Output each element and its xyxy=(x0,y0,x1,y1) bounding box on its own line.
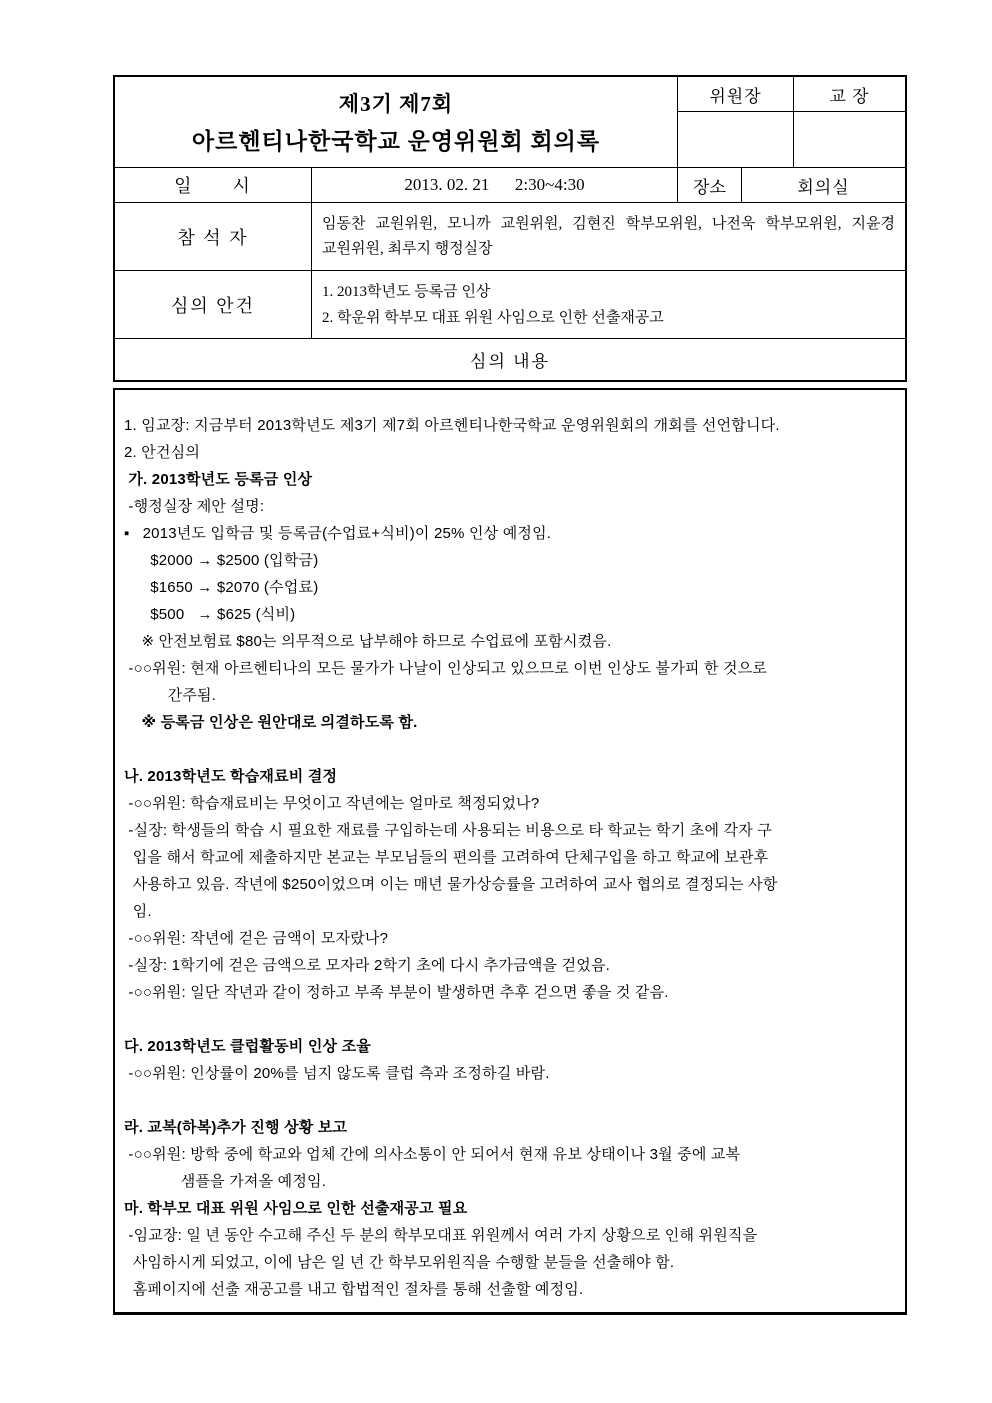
minutes-line xyxy=(124,1006,897,1033)
date-label: 일 시 xyxy=(115,168,312,202)
approval-block xyxy=(678,77,905,167)
minutes-line: 임. xyxy=(124,903,152,920)
minutes-line: 1. 임교장: 지금부터 2013학년도 제3기 제7회 아르헨티나한국학교 운영위원회의 개회를 선언합니다. xyxy=(124,417,780,434)
minutes-line: 입을 해서 학교에 제출하지만 본교는 부모님들의 편의를 고려하여 단체구입을 하고 학교에 보관후 xyxy=(124,849,769,866)
meeting-info-table xyxy=(113,75,907,382)
minutes-line: -○○위원: 현재 아르헨티나의 모든 물가가 나날이 인상되고 있으므로 이번 인상도 불가피 한 것으로 xyxy=(124,660,768,677)
minutes-line: $500 → $625 (식비) xyxy=(124,606,296,623)
minutes-line xyxy=(124,736,897,763)
minutes-line: $2000 → $2500 (입학금) xyxy=(124,552,319,569)
minutes-line: -○○위원: 일단 작년과 같이 정하고 부족 부분이 발생하면 추후 걷으면 좋을 것 같음. xyxy=(124,984,669,1001)
title-main: 아르헨티나한국학교 운영위원회 회의록 xyxy=(191,129,601,154)
minutes-line: 2. 안건심의 xyxy=(124,444,201,461)
approval-principal-signature-cell xyxy=(794,112,905,167)
title-session: 제3기 제7회 xyxy=(338,92,454,116)
minutes-line: -실장: 1학기에 걷은 금액으로 모자라 2학기 초에 다시 추가금액을 걷었음. xyxy=(124,957,611,974)
attendees-label: 참 석 자 xyxy=(115,203,312,270)
agenda-label: 심의 안건 xyxy=(115,271,312,338)
minutes-line: 홈페이지에 선출 재공고를 내고 합법적인 절차를 통해 선출할 예정임. xyxy=(124,1281,584,1298)
minutes-line: -실장: 학생들의 학습 시 필요한 재료를 구입하는데 사용되는 비용으로 타 학교는 학기 초에 각자 구 xyxy=(124,822,772,839)
agenda-item: 1. 2013학년도 등록금 인상 xyxy=(322,283,491,300)
minutes-body xyxy=(113,388,907,1315)
content-section-header: 심의 내용 xyxy=(470,352,550,371)
place-label: 장소 xyxy=(678,168,742,202)
minutes-line: ▪ 2013년도 입학금 및 등록금(수업료+식비)이 25% 인상 예정임. xyxy=(124,525,552,542)
approval-principal-header: 교 장 xyxy=(829,86,870,106)
minutes-line: ※ 안전보험료 $80는 의무적으로 납부해야 하므로 수업료에 포함시켰음. xyxy=(124,633,612,650)
minutes-line: -임교장: 일 년 동안 수고해 주신 두 분의 학부모대표 위원께서 여러 가지 상황으로 인해 위원직을 xyxy=(124,1227,758,1244)
place-value: 회의실 xyxy=(797,177,850,197)
minutes-line: -○○위원: 작년에 걷은 금액이 모자랐나? xyxy=(124,930,389,947)
approval-chair-signature-cell xyxy=(678,112,794,167)
minutes-line: 사용하고 있음. 작년에 $250이었으며 이는 매년 물가상승률을 고려하여 교사 협의로 결정되는 사항 xyxy=(124,876,778,893)
minutes-line: 샘플을 가져올 예정임. xyxy=(124,1173,327,1190)
agenda-item: 2. 학운위 학부모 대표 위원 사임으로 인한 선출재공고 xyxy=(322,309,664,326)
minutes-line: 마. 학부모 대표 위원 사임으로 인한 선출재공고 필요 xyxy=(124,1200,468,1217)
document-title xyxy=(115,77,678,167)
minutes-line: 다. 2013학년도 클럽활동비 인상 조율 xyxy=(124,1038,371,1055)
minutes-line: -행정실장 제안 설명: xyxy=(124,498,265,515)
minutes-line: 라. 교복(하복)추가 진행 상황 보고 xyxy=(124,1119,348,1136)
date-value: 2013. 02. 21 2:30~4:30 xyxy=(312,168,678,202)
attendees-value: 임동찬 교원위원, 모니까 교원위원, 김현진 학부모위원, 나전욱 학부모위원, 지윤경 교원위원, 최루지 행정실장 xyxy=(322,215,895,257)
minutes-line: ※ 등록금 인상은 원안대로 의결하도록 함. xyxy=(124,714,418,731)
minutes-line: -○○위원: 학습재료비는 무엇이고 작년에는 얼마로 책정되었나? xyxy=(124,795,540,812)
minutes-line: -○○위원: 인상률이 20%를 넘지 않도록 클럽 측과 조정하길 바람. xyxy=(124,1065,550,1082)
minutes-line xyxy=(124,1087,897,1114)
minutes-line: $1650 → $2070 (수업료) xyxy=(124,579,319,596)
agenda-list xyxy=(312,271,905,338)
minutes-line: 간주됨. xyxy=(124,687,217,704)
approval-chair-header: 위원장 xyxy=(678,77,794,111)
minutes-line: 나. 2013학년도 학습재료비 결정 xyxy=(124,768,338,785)
minutes-line: 가. 2013학년도 등록금 인상 xyxy=(124,471,313,488)
minutes-line: -○○위원: 방학 중에 학교와 업체 간에 의사소통이 안 되어서 현재 유보 상태이나 3월 중에 교복 xyxy=(124,1146,741,1163)
minutes-line: 사임하시게 되었고, 이에 남은 일 년 간 학부모위원직을 수행할 분들을 선출해야 함. xyxy=(124,1254,675,1271)
